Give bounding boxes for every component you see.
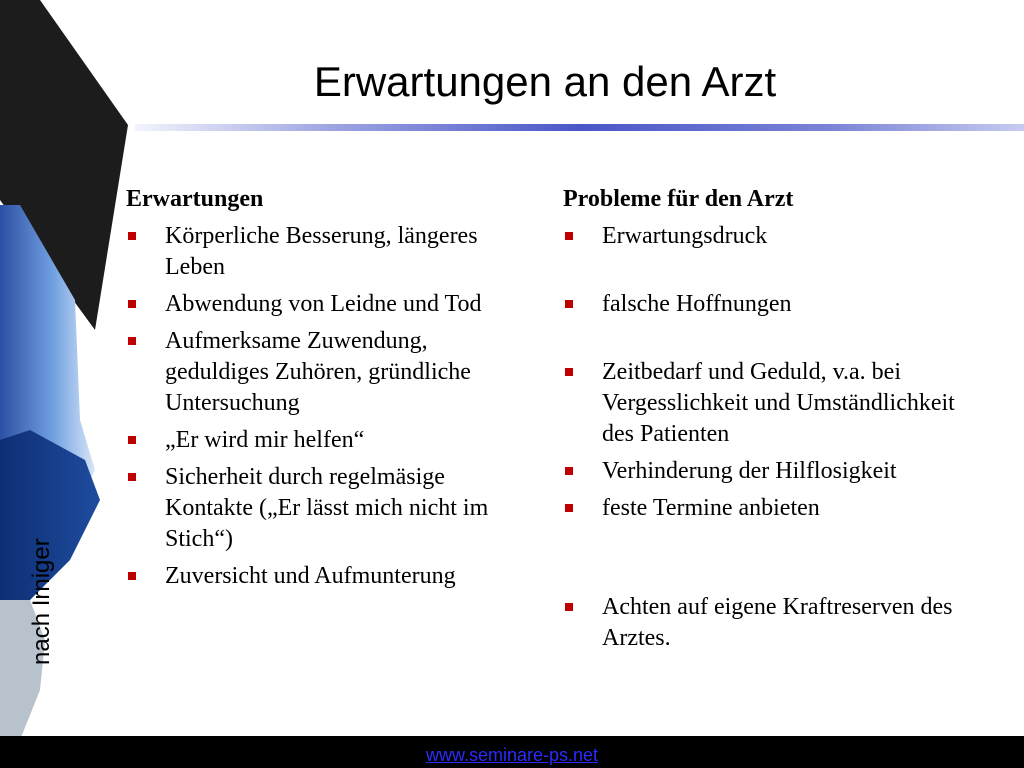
- list-item-text: „Er wird mir helfen“: [165, 427, 365, 453]
- list-item: [126, 462, 526, 555]
- list-item: [563, 592, 983, 654]
- title-underline: [135, 124, 1024, 131]
- list-item-text: Achten auf eigene Kraftreserven des Arztes.: [602, 594, 953, 651]
- bullet-icon: [565, 232, 573, 240]
- list-item: [563, 289, 983, 320]
- bullet-icon: [128, 473, 136, 481]
- list-item: [126, 326, 526, 419]
- bullet-icon: [128, 232, 136, 240]
- list-item: [563, 493, 983, 524]
- footer-website-link[interactable]: www.seminare-ps.net: [425, 745, 599, 765]
- problems-column: [563, 183, 983, 654]
- list-item: [563, 357, 983, 450]
- list-item-text: Zeitbedarf und Geduld, v.a. bei Vergesslichkeit und Umständlichkeit des Patienten: [602, 359, 955, 447]
- list-item: [126, 561, 526, 592]
- bullet-icon: [128, 572, 136, 580]
- list-item: [563, 221, 983, 252]
- slide-title: Erwartungen an den Arzt: [313, 58, 777, 105]
- decorative-side-graphic: [0, 0, 140, 740]
- bullet-icon: [128, 300, 136, 308]
- expectations-list: [126, 221, 526, 592]
- bullet-icon: [565, 368, 573, 376]
- bullet-icon: [128, 337, 136, 345]
- list-item-text: falsche Hoffnungen: [602, 291, 792, 317]
- bullet-icon: [565, 467, 573, 475]
- bullet-icon: [565, 603, 573, 611]
- bullet-icon: [565, 300, 573, 308]
- bullet-icon: [565, 504, 573, 512]
- list-item-text: Aufmerksame Zuwendung, geduldiges Zuhören, gründliche Untersuchung: [165, 328, 471, 416]
- list-item-text: feste Termine anbieten: [602, 495, 820, 521]
- expectations-column: [126, 183, 526, 592]
- list-item: [126, 289, 526, 320]
- list-item-text: Körperliche Besserung, längeres Leben: [165, 223, 478, 280]
- problems-heading: Probleme für den Arzt: [563, 186, 794, 212]
- list-item-text: Sicherheit durch regelmäsige Kontakte („Er lässt mich nicht im Stich“): [165, 464, 489, 552]
- footer-bar: [0, 736, 1024, 768]
- list-item-text: Zuversicht und Aufmunterung: [165, 563, 456, 589]
- list-item: [126, 425, 526, 456]
- list-item-text: Verhinderung der Hilflosigkeit: [602, 458, 897, 484]
- list-item: [126, 221, 526, 283]
- source-caption: nach Irniger: [28, 538, 55, 665]
- problems-list: [563, 221, 983, 654]
- list-item-text: Abwendung von Leidne und Tod: [165, 291, 482, 317]
- bullet-icon: [128, 436, 136, 444]
- list-item: [563, 456, 983, 487]
- expectations-heading: Erwartungen: [126, 186, 264, 212]
- list-item-text: Erwartungsdruck: [602, 223, 768, 249]
